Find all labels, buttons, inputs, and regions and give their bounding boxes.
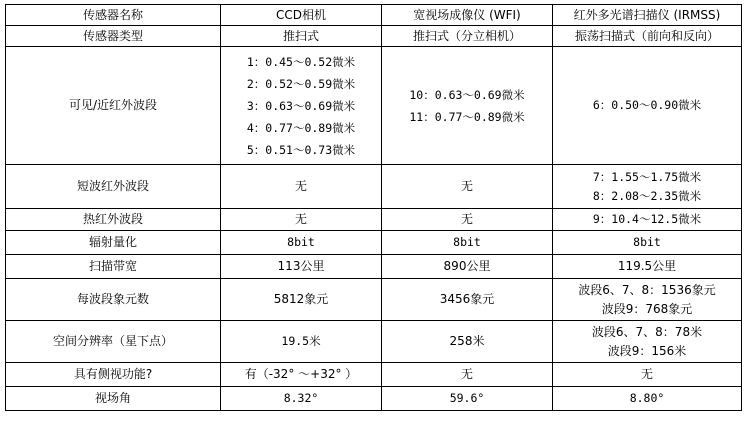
header-sensor-name: 传感器名称 xyxy=(6,5,221,26)
cell-ccd: 8.32° xyxy=(221,387,382,411)
cell-wfi: 258米 xyxy=(382,321,553,363)
row-label: 热红外波段 xyxy=(6,209,221,231)
cell-ccd: 5812象元 xyxy=(221,279,382,321)
cell-ccd: 8bit xyxy=(221,231,382,255)
cell-irmss: 7：1.55～1.75微米 8：2.08～2.35微米 xyxy=(553,165,742,209)
row-label: 扫描带宽 xyxy=(6,255,221,279)
row-label: 每波段象元数 xyxy=(6,279,221,321)
row-label: 视场角 xyxy=(6,387,221,411)
table-row xyxy=(6,363,742,387)
cell-wfi: 8bit xyxy=(382,231,553,255)
cell-ccd: 有（-32° ～+32° ） xyxy=(221,363,382,387)
cell-wfi: 无 xyxy=(382,165,553,209)
cell-ccd: 无 xyxy=(221,209,382,231)
header-irmss: 红外多光谱扫描仪 (IRMSS) xyxy=(553,5,742,26)
table-row xyxy=(6,231,742,255)
table-row xyxy=(6,321,742,363)
table-row xyxy=(6,255,742,279)
table-row xyxy=(6,209,742,231)
cell-irmss: 波段6、7、8：78米 波段9：156米 xyxy=(553,321,742,363)
table-row xyxy=(6,47,742,165)
row-label: 可见/近红外波段 xyxy=(6,47,221,165)
cell-ccd: 推扫式 xyxy=(221,26,382,47)
cell-wfi: 59.6° xyxy=(382,387,553,411)
sensor-spec-table xyxy=(5,4,742,411)
cell-irmss: 8.80° xyxy=(553,387,742,411)
cell-irmss: 无 xyxy=(553,363,742,387)
table-row xyxy=(6,279,742,321)
row-label: 辐射量化 xyxy=(6,231,221,255)
cell-wfi: 10：0.63～0.69微米 11：0.77～0.89微米 xyxy=(382,47,553,165)
table-row xyxy=(6,165,742,209)
cell-wfi: 890公里 xyxy=(382,255,553,279)
table-header-row xyxy=(6,5,742,26)
cell-wfi: 无 xyxy=(382,363,553,387)
row-label: 具有侧视功能? xyxy=(6,363,221,387)
row-label: 短波红外波段 xyxy=(6,165,221,209)
cell-ccd: 1：0.45～0.52微米 2：0.52～0.59微米 3：0.63～0.69微米 4：0.77～0.89微米 5：0.51～0.73微米 xyxy=(221,47,382,165)
cell-ccd: 无 xyxy=(221,165,382,209)
cell-irmss: 8bit xyxy=(553,231,742,255)
cell-wfi: 3456象元 xyxy=(382,279,553,321)
cell-ccd: 113公里 xyxy=(221,255,382,279)
table-row xyxy=(6,387,742,411)
cell-wfi: 推扫式（分立相机） xyxy=(382,26,553,47)
cell-irmss: 9：10.4～12.5微米 xyxy=(553,209,742,231)
header-wfi: 宽视场成像仪 (WFI) xyxy=(382,5,553,26)
row-label: 传感器类型 xyxy=(6,26,221,47)
header-ccd-camera: CCD相机 xyxy=(221,5,382,26)
table-row xyxy=(6,26,742,47)
cell-irmss: 波段6、7、8：1536象元 波段9：768象元 xyxy=(553,279,742,321)
cell-irmss: 6：0.50～0.90微米 xyxy=(553,47,742,165)
cell-wfi: 无 xyxy=(382,209,553,231)
cell-irmss: 振荡扫描式（前向和反向） xyxy=(553,26,742,47)
cell-irmss: 119.5公里 xyxy=(553,255,742,279)
row-label: 空间分辨率（星下点） xyxy=(6,321,221,363)
cell-ccd: 19.5米 xyxy=(221,321,382,363)
